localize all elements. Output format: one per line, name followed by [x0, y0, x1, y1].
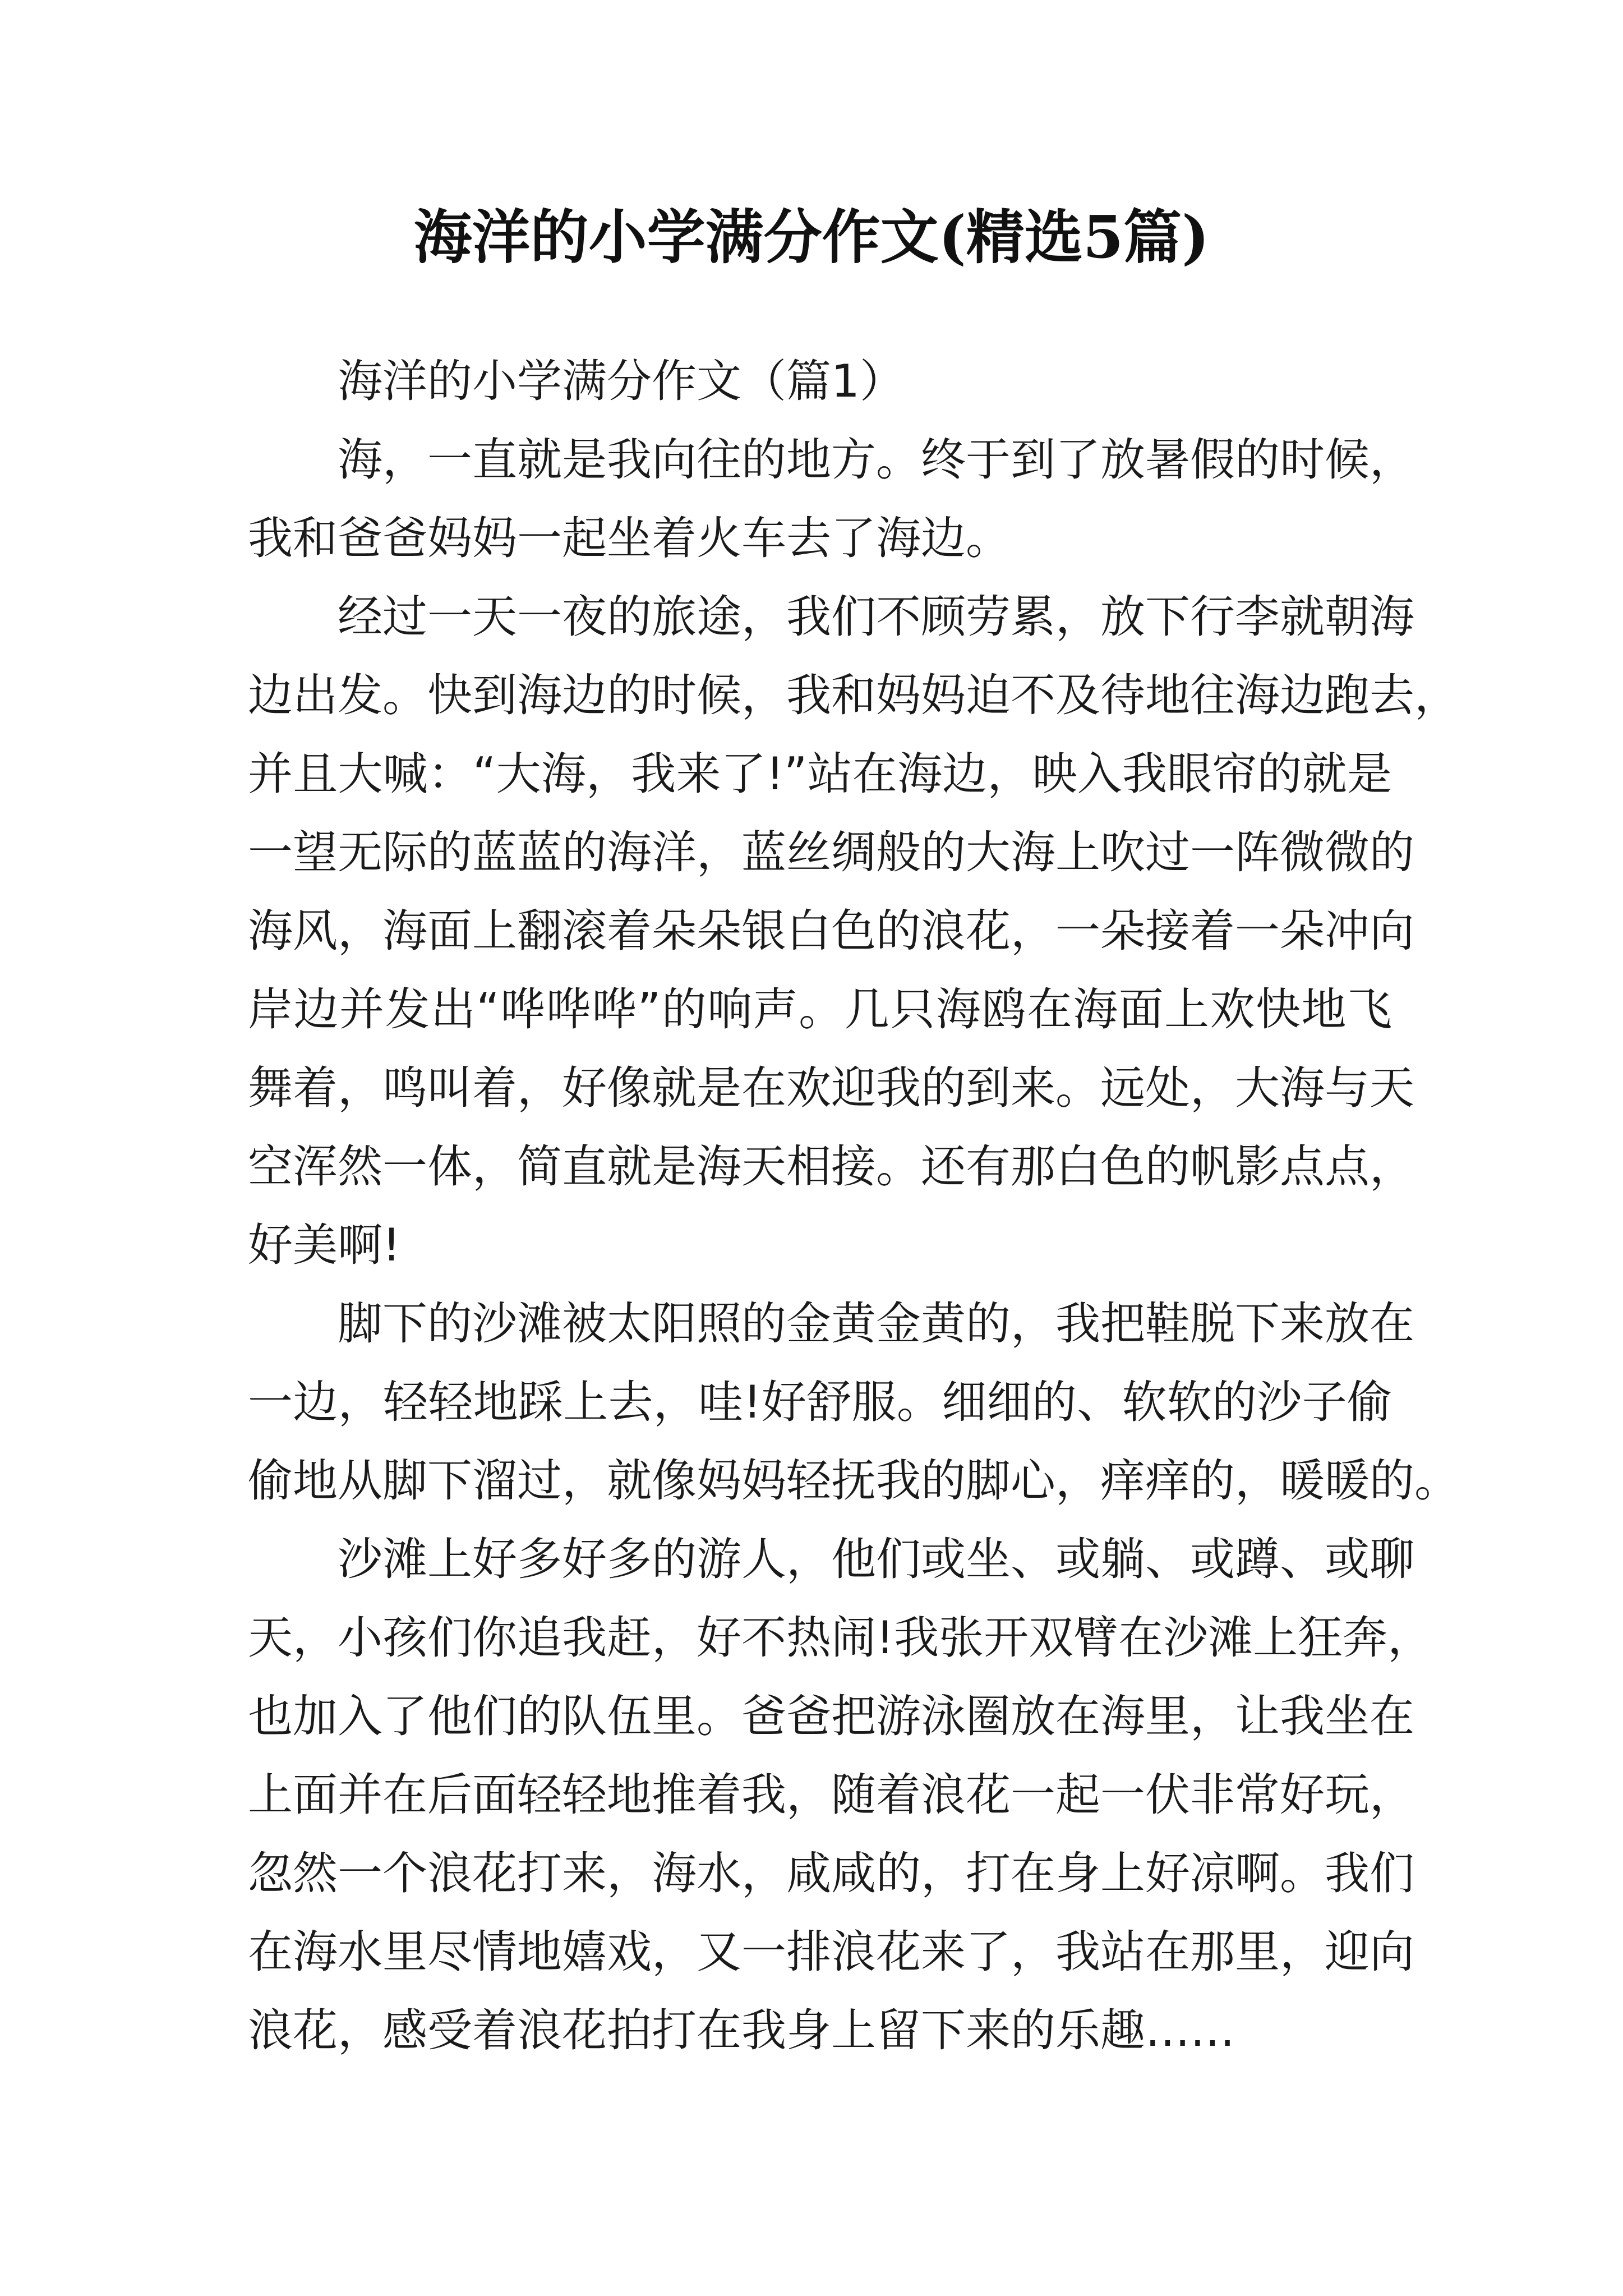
text-line: 空浑然一体，简直就是海天相接。还有那白色的帆影点点， [248, 1140, 1414, 1193]
document-body [248, 342, 1459, 2070]
text-line: 一边，轻轻地踩上去，哇!好舒服。细细的、软软的沙子偷 [248, 1376, 1392, 1428]
text-line: 并且大喊：“大海，我来了!”站在海边，映入我眼帘的就是 [248, 748, 1392, 800]
text-line: 上面并在后面轻轻地推着我，随着浪花一起一伏非常好玩， [248, 1769, 1414, 1821]
text-line: 脚下的沙滩被太阳照的金黄金黄的，我把鞋脱下来放在 [338, 1297, 1414, 1350]
text-line: 好美啊! [248, 1219, 401, 1271]
text-line: 忽然一个浪花打来，海水，咸咸的，打在身上好凉啊。我们 [248, 1847, 1414, 1899]
text-line: 我和爸爸妈妈一起坐着火车去了海边。 [248, 512, 1011, 564]
text-line: 浪花，感受着浪花拍打在我身上留下来的乐趣…… [248, 2004, 1235, 2056]
text-line: 岸边并发出“哗哗哗”的响声。几只海鸥在海面上欢快地飞 [248, 983, 1392, 1036]
text-line: 海，一直就是我向往的地方。终于到了放暑假的时候， [338, 434, 1414, 486]
text-line: 也加入了他们的队伍里。爸爸把游泳圈放在海里，让我坐在 [248, 1690, 1414, 1742]
text-line: 天，小孩们你追我赶，好不热闹!我张开双臂在沙滩上狂奔， [248, 1612, 1433, 1664]
text-line: 偷地从脚下溜过，就像妈妈轻抚我的脚心，痒痒的，暖暖的。 [248, 1455, 1459, 1507]
document-title: 海洋的小学满分作文(精选5篇) [413, 203, 1210, 272]
text-line: 海洋的小学满分作文（篇1） [338, 355, 905, 407]
text-line: 在海水里尽情地嬉戏，又一排浪花来了，我站在那里，迎向 [248, 1926, 1414, 1978]
text-line: 经过一天一夜的旅途，我们不顾劳累，放下行李就朝海 [338, 591, 1414, 643]
text-line: 沙滩上好多好多的游人，他们或坐、或躺、或蹲、或聊 [338, 1533, 1414, 1585]
text-line: 舞着，鸣叫着，好像就是在欢迎我的到来。远处，大海与天 [248, 1062, 1414, 1114]
text-line: 一望无际的蓝蓝的海洋，蓝丝绸般的大海上吹过一阵微微的 [248, 826, 1414, 878]
text-line: 边出发。快到海边的时候，我和妈妈迫不及待地往海边跑去， [248, 669, 1459, 721]
text-line: 海风，海面上翻滚着朵朵银白色的浪花，一朵接着一朵冲向 [248, 905, 1414, 957]
